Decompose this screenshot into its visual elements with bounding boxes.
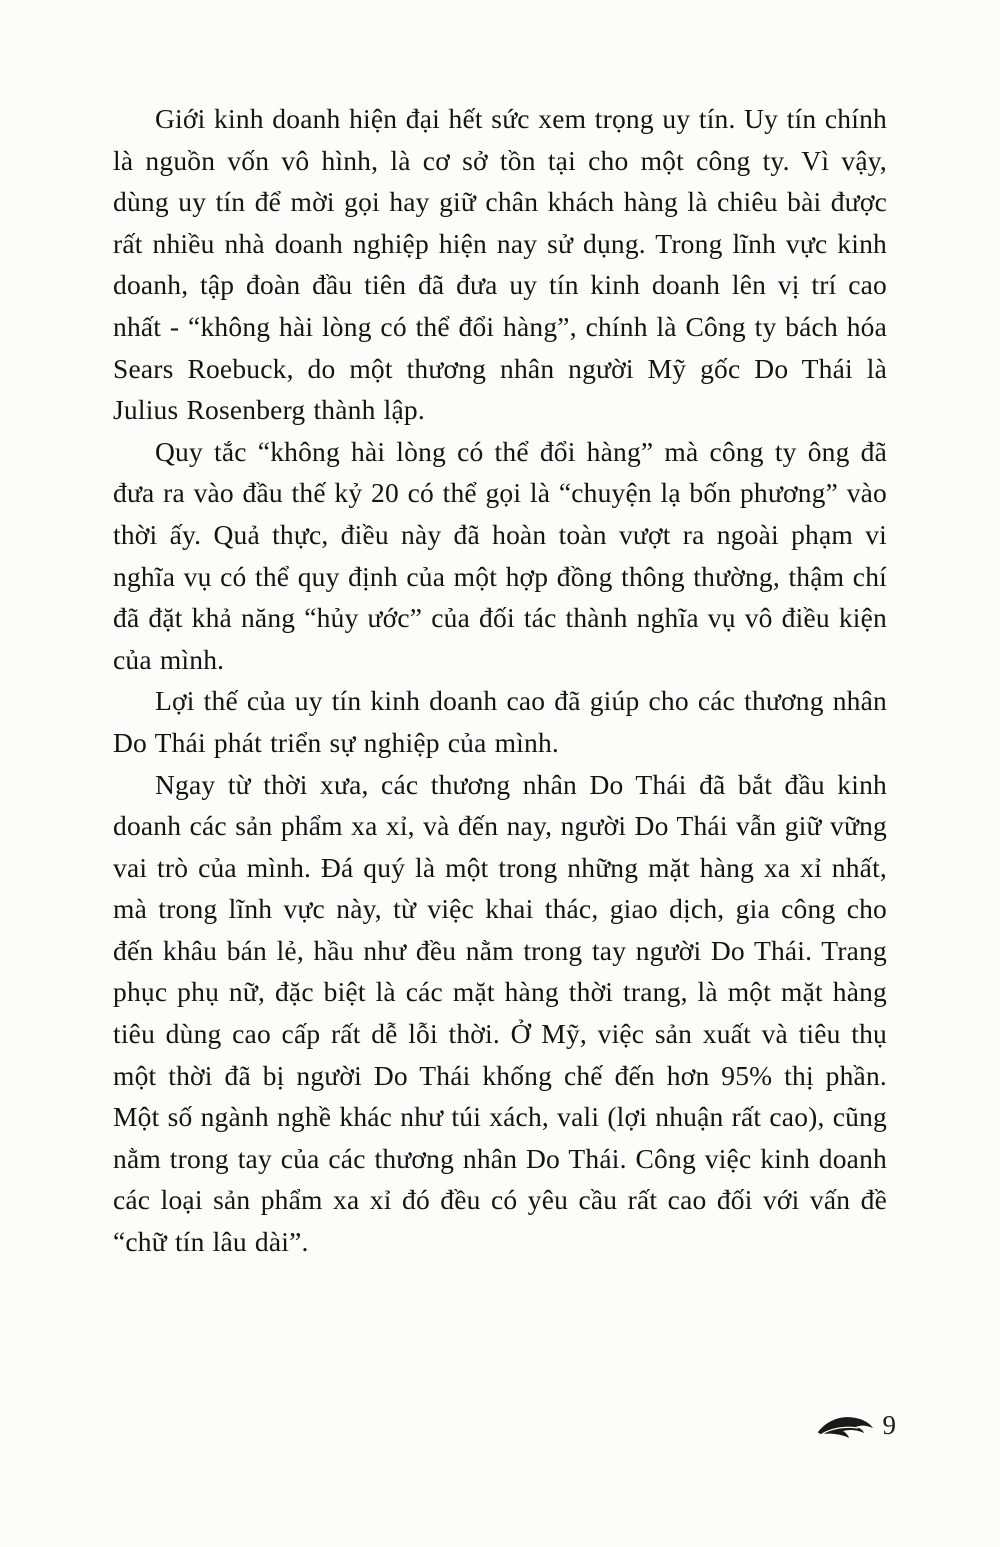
bird-swoosh-icon (816, 1412, 878, 1440)
paragraph: Quy tắc “không hài lòng có thể đổi hàng” mà công ty ông đã đưa ra vào đầu thế kỷ 20 có thể gọi là “chuyện lạ bốn phương” vào thời ấy. Quả thực, điều này đã hoàn toàn vượt ra ngoài phạm vi nghĩa vụ có thể quy định của một hợp đồng thông thường, thậm chí đã đặt khả năng “hủy ước” của đối tác thành nghĩa vụ vô điều kiện của mình. (113, 435, 887, 675)
paragraph: Lợi thế của uy tín kinh doanh cao đã giúp cho các thương nhân Do Thái phát triển sự nghiệp của mình. (113, 685, 887, 758)
page-content (113, 98, 887, 1263)
paragraph: Ngay từ thời xưa, các thương nhân Do Thái đã bắt đầu kinh doanh các sản phẩm xa xỉ, và đến nay, người Do Thái vẫn giữ vững vai trò của mình. Đá quý là một trong những mặt hàng xa xỉ nhất, mà trong lĩnh vực này, từ việc khai thác, giao dịch, gia công cho đến khâu bán lẻ, hầu như đều nằm trong tay người Do Thái. Trang phục phụ nữ, đặc biệt là các mặt hàng thời trang, là một mặt hàng tiêu dùng cao cấp rất dễ lỗi thời. Ở Mỹ, việc sản xuất và tiêu thụ một thời đã bị người Do Thái khống chế đến hơn 95% thị phần. Một số ngành nghề khác như túi xách, vali (lợi nhuận rất cao), cũng nằm trong tay của các thương nhân Do Thái. Công việc kinh doanh các loại sản phẩm xa xỉ đó đều có yêu cầu rất cao đối với vấn đề “chữ tín lâu dài”. (113, 768, 887, 1258)
paragraph: Giới kinh doanh hiện đại hết sức xem trọng uy tín. Uy tín chính là nguồn vốn vô hình, là cơ sở tồn tại cho một công ty. Vì vậy, dùng uy tín để mời gọi hay giữ chân khách hàng là chiêu bài được rất nhiều nhà doanh nghiệp hiện nay sử dụng. Trong lĩnh vực kinh doanh, tập đoàn đầu tiên đã đưa uy tín kinh doanh lên vị trí cao nhất - “không hài lòng có thể đổi hàng”, chính là Công ty bách hóa Sears Roebuck, do một thương nhân người Mỹ gốc Do Thái là Julius Rosenberg thành lập. (113, 103, 887, 426)
page-number: 9 (882, 1410, 896, 1440)
page-footer (816, 1410, 897, 1441)
